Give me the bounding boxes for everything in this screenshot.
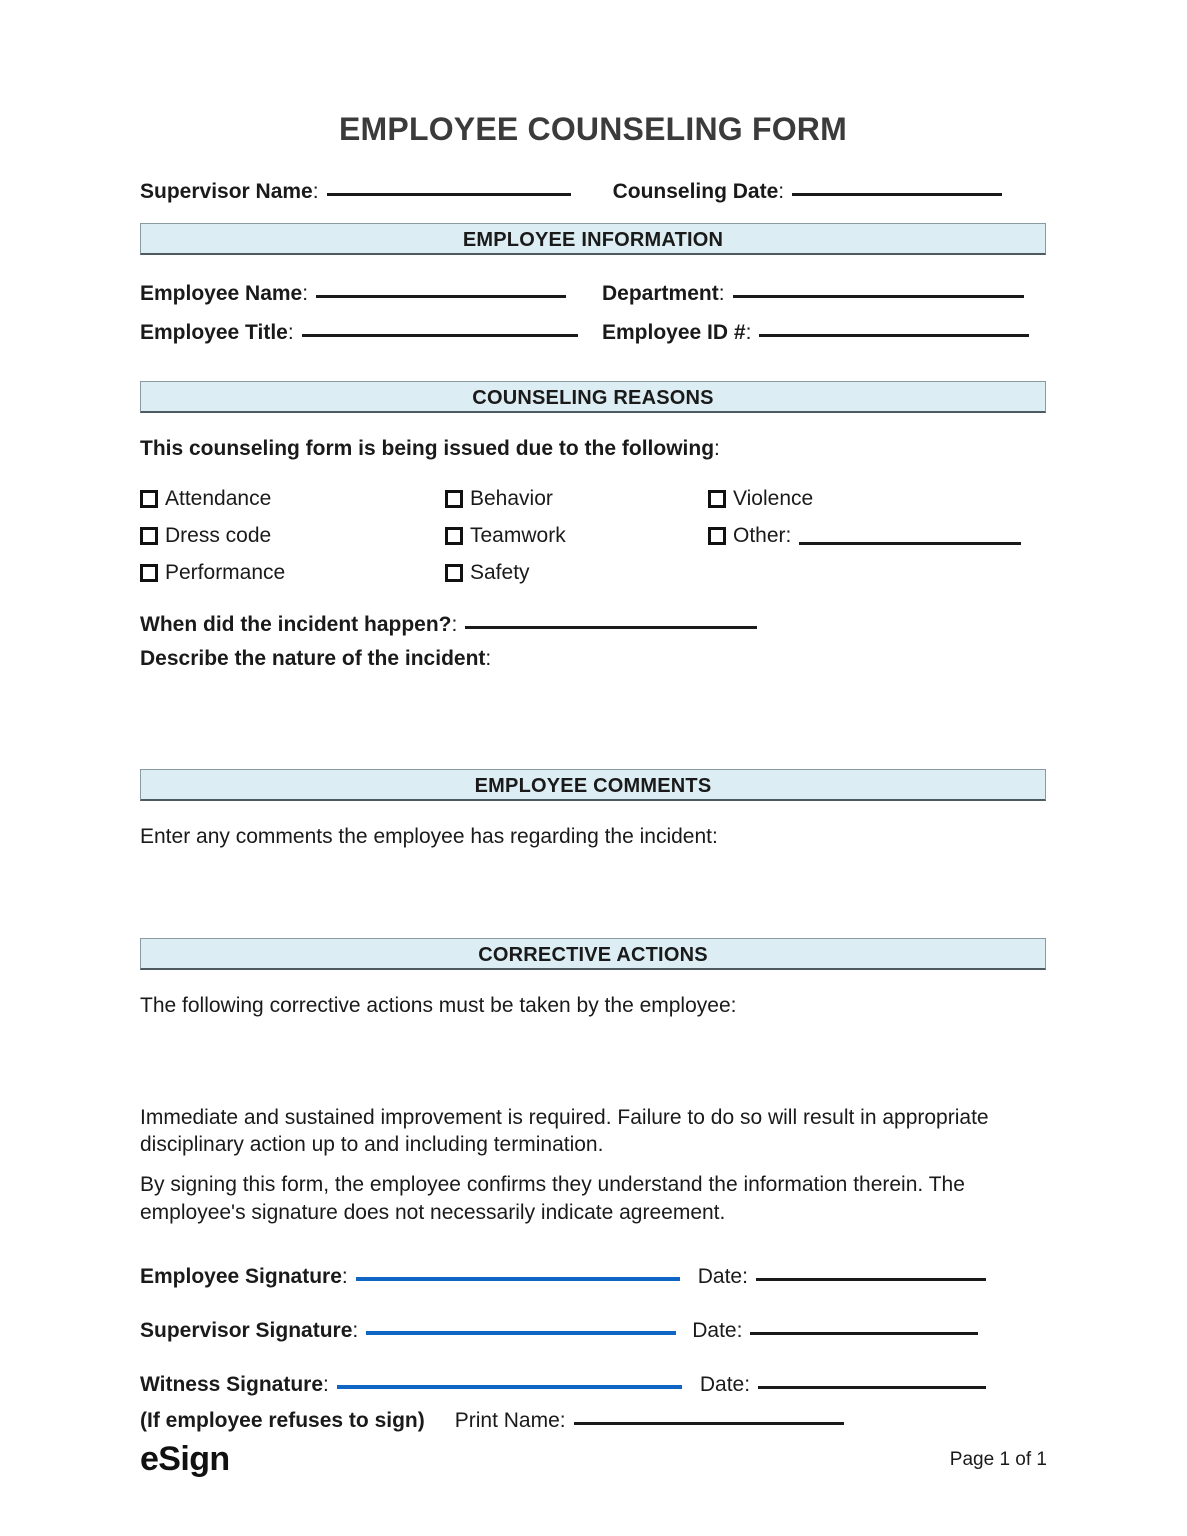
checkbox-square-icon[interactable] xyxy=(140,527,158,545)
checkbox-attendance[interactable] xyxy=(140,487,445,511)
employee-id-label: Employee ID #: xyxy=(602,321,752,345)
employee-comments-input[interactable] xyxy=(140,851,1046,938)
checkbox-row xyxy=(140,561,1046,585)
checkbox-other[interactable] xyxy=(708,524,1046,548)
employee-date-label: Date: xyxy=(697,1264,748,1288)
employee-id-field xyxy=(602,318,1046,345)
checkbox-square-icon[interactable] xyxy=(140,564,158,582)
other-reason-input[interactable] xyxy=(799,524,1021,545)
improvement-notice-paragraph: Immediate and sustained improvement is required. Failure to do so will result in appropriate disciplinary action up to and including termination. xyxy=(140,1105,989,1157)
witness-signature-row xyxy=(140,1369,1046,1397)
supervisor-signature-row xyxy=(140,1315,1046,1343)
checkbox-square-icon[interactable] xyxy=(445,527,463,545)
checkbox-square-icon[interactable] xyxy=(708,490,726,508)
supervisor-signature-label: Supervisor Signature: xyxy=(140,1318,359,1342)
supervisor-date-label: Date: xyxy=(692,1318,743,1342)
checkbox-label: Attendance xyxy=(165,487,272,511)
employee-name-input[interactable] xyxy=(316,277,566,298)
supervisor-date-input[interactable] xyxy=(750,1314,978,1335)
witness-signature-label: Witness Signature: xyxy=(140,1372,329,1396)
incident-when-field xyxy=(140,610,1046,637)
section-header-corrective-actions: CORRECTIVE ACTIONS xyxy=(140,938,1046,970)
incident-when-input[interactable] xyxy=(465,608,757,629)
department-label: Department: xyxy=(602,282,725,306)
corrective-actions-input[interactable] xyxy=(140,1020,1046,1104)
checkbox-performance[interactable] xyxy=(140,561,445,585)
supervisor-name-input[interactable] xyxy=(327,175,571,196)
employee-name-department-row xyxy=(140,279,1046,306)
checkbox-label: Performance xyxy=(165,561,286,585)
supervisor-signature-input[interactable] xyxy=(366,1313,676,1335)
witness-note-row xyxy=(140,1406,1046,1433)
counseling-reasons-checkbox-grid xyxy=(140,487,1046,585)
supervisor-name-field xyxy=(140,177,571,204)
checkbox-label: Violence xyxy=(733,487,814,511)
employee-title-input[interactable] xyxy=(302,316,578,337)
section-header-counseling-reasons: COUNSELING REASONS xyxy=(140,381,1046,413)
print-name-label: Print Name: xyxy=(454,1408,566,1432)
department-field xyxy=(602,279,1046,306)
department-input[interactable] xyxy=(733,277,1024,298)
counseling-date-input[interactable] xyxy=(792,175,1002,196)
counseling-reasons-intro: This counseling form is being issued due to the following: xyxy=(140,437,720,461)
checkbox-label: Dress code xyxy=(165,524,272,548)
employee-title-field xyxy=(140,318,602,345)
employee-date-input[interactable] xyxy=(756,1260,986,1281)
employee-signature-label: Employee Signature: xyxy=(140,1264,348,1288)
incident-describe-input[interactable] xyxy=(140,671,1046,769)
checkbox-label: Behavior xyxy=(470,487,553,511)
counseling-date-label: Counseling Date: xyxy=(612,180,785,204)
checkbox-safety[interactable] xyxy=(445,561,708,585)
section-header-employee-comments: EMPLOYEE COMMENTS xyxy=(140,769,1046,801)
employee-name-field xyxy=(140,279,602,306)
checkbox-teamwork[interactable] xyxy=(445,524,708,548)
checkbox-label: Other: xyxy=(733,524,792,548)
print-name-input[interactable] xyxy=(574,1404,844,1425)
incident-describe-label: Describe the nature of the incident: xyxy=(140,647,492,671)
header-field-row xyxy=(140,177,1046,204)
employee-signature-row xyxy=(140,1261,1046,1289)
witness-signature-input[interactable] xyxy=(337,1367,682,1389)
checkbox-label: Safety xyxy=(470,561,530,585)
checkbox-row xyxy=(140,524,1046,548)
corrective-actions-prompt: The following corrective actions must be taken by the employee: xyxy=(140,993,737,1017)
employee-comments-prompt: Enter any comments the employee has regarding the incident: xyxy=(140,825,718,849)
signature-acknowledgement-paragraph: By signing this form, the employee confirms they understand the information therein. The employee's signature does not necessarily indicate agreement. xyxy=(140,1173,965,1224)
checkbox-dress-code[interactable] xyxy=(140,524,445,548)
checkbox-square-icon[interactable] xyxy=(140,490,158,508)
employee-title-label: Employee Title: xyxy=(140,321,294,345)
page-title: EMPLOYEE COUNSELING FORM xyxy=(339,111,847,147)
employee-id-input[interactable] xyxy=(759,316,1029,337)
esign-logo: eSign xyxy=(140,1440,230,1478)
witness-date-input[interactable] xyxy=(758,1368,986,1389)
checkbox-square-icon[interactable] xyxy=(445,490,463,508)
checkbox-row xyxy=(140,487,1046,511)
witness-date-label: Date: xyxy=(699,1372,751,1396)
checkbox-violence[interactable] xyxy=(708,487,1046,511)
checkbox-square-icon[interactable] xyxy=(708,527,726,545)
employee-name-label: Employee Name: xyxy=(140,282,309,306)
checkbox-square-icon[interactable] xyxy=(445,564,463,582)
section-header-employee-information: EMPLOYEE INFORMATION xyxy=(140,223,1046,255)
counseling-date-field xyxy=(613,177,1003,204)
page-content xyxy=(140,0,1046,1433)
employee-signature-input[interactable] xyxy=(356,1259,680,1281)
employee-title-id-row xyxy=(140,318,1046,345)
page-number: Page 1 of 1 xyxy=(949,1448,1047,1470)
page-footer xyxy=(140,1440,1047,1479)
witness-note-text: (If employee refuses to sign) xyxy=(140,1408,425,1432)
incident-when-label: When did the incident happen?: xyxy=(140,613,458,637)
checkbox-behavior[interactable] xyxy=(445,487,708,511)
checkbox-label: Teamwork xyxy=(470,524,566,548)
supervisor-name-label: Supervisor Name: xyxy=(140,180,319,204)
